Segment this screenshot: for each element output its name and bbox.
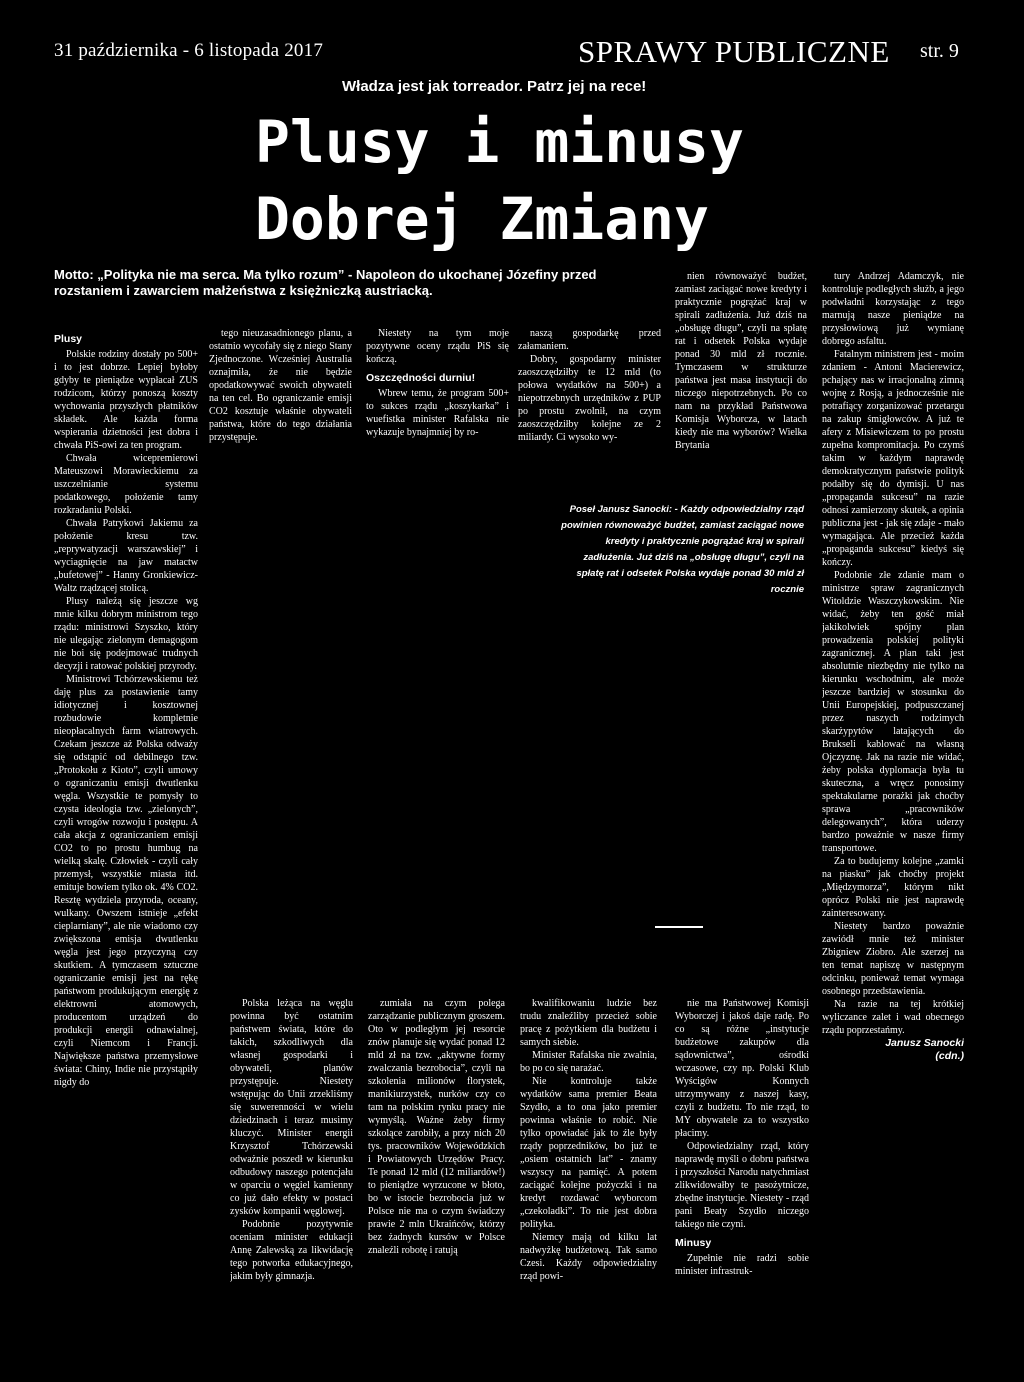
paragraph: kwalifikowaniu ludzie bez trudu znaleźliby przecież sobie pracę z pożytkiem dla budżetu i samych siebie. (520, 998, 657, 1048)
headline (255, 104, 815, 258)
paragraph: Za to budujemy kolejne „zamki na piasku” jak choćby projekt „Międzymorza”, którym nikt oprócz Polski nie jest naprawdę zainteresowany. (822, 856, 964, 919)
tagline: Władza jest jak torreador. Patrz jej na rece! (342, 78, 647, 95)
paragraph: Ministrowi Tchórzewskiemu też daję plus za postawienie tamy idiotycznej i kosztownej rozbudowie kompletnie nieopłacalnych farm wiatrowych. Czekam jeszcze aż Polska odważy się odstąpić od debilnego tzw. „Protokołu z Kioto”, czyli umowy o ograniczaniu emisji dwutlenku węgla. Wszystkie te pomysły to czysta ideologia tzw. „zielonych”, czyli wrogów rozwoju i postępu. A cała akcja z ograniczaniem emisji CO2 to po prostu humbug na wielką skalę. Człowiek - czyli cały przemysł, wszystkie miasta itd. emituje bowiem tylko ok. 4% CO2. Resztę wydziela przyroda, oceany, wulkany. Owszem istnieje „efekt cieplarniany”, ale nie wiadomo czy zwiększona emisja dwutlenku węgla jest jego przyczyną czy skutkiem. A tymczasem sztuczne ograniczanie emisji jest na rękę państwom produkującym energię z elektrowni atomowych, producentom urządzeń do produkcji energii odnawialnej, czyli Niemcom i Francji. Największe państwa przemysłowe świata: Chiny, Indie nie przystąpiły nigdy do (54, 674, 198, 1088)
paragraph: Chwała Patrykowi Jakiemu za położenie kresu tzw. „reprywatyzacji warszawskiej” i wyciagnięcie na jaw matactw „bufetowej” - Hanny Gronkiewicz-Waltz rządzącej stolicą. (54, 518, 198, 594)
paragraph: Niestety na tym moje pozytywne oceny rządu PiS się kończą. (366, 328, 509, 365)
paragraph: Wbrew temu, że program 500+ to sukces rządu „koszykarka” i wuefistka minister Rafalska nie wykazuje bynajmniej by ro- (366, 388, 509, 438)
paragraph: Na razie na tej krótkiej wyliczance zalet i wad obecnego rządu poprzestańmy. (822, 999, 964, 1036)
paragraph: nie ma Państwowej Komisji Wyborczej i jakoś daje radę. Po co są różne „instytucje budżetowe zakupów dla sądownictwa”, ośrodki wczasowe, czy np. Polski Klub Wyścigów Konnych utrzymywany z naszej kasy, czyli z budżetu. To nie rząd, to MY obywatele za to wszystko płacimy. (675, 998, 809, 1139)
paragraph: Niemcy mają od kilku lat nadwyżkę budżetową. Tak samo Czesi. Każdy odpowiedzialny rząd powi- (520, 1232, 657, 1282)
paragraph: Fatalnym ministrem jest - moim zdaniem - Antoni Macierewicz, pchający nas w irracjonalną zimną wojnę z Rosją, a jednocześnie nie potrafiący zorganizować przetargu na zakup śmigłowców. A już te afery z Misiewiczem to po prostu zupełna kompromitacja. Po czymś takim w każdym naprawdę demokratycznym państwie polityk podałby się do dymisji. U nas „propaganda sukcesu” na razie odnosi zamierzony skutek, a opinia publiczna jest - jak się zdaje - mało wymagająca. Ale przecież każda „propaganda sukcesu” kiedyś się kończy. (822, 349, 964, 568)
page-number: str. 9 (920, 40, 959, 62)
paragraph: Polskie rodziny dostały po 500+ i to jest dobrze. Lepiej byłoby gdyby te pieniądze wypłacał ZUS rodzicom, którzy ponoszą koszty wychowania przyszłych płatników składek. Ale każda forma wspierania dzietności jest dobra i chwała PiS-owi za ten program. (54, 349, 198, 451)
paragraph: naszą gospodarkę przed załamaniem. (518, 328, 661, 352)
pull-quote: Poseł Janusz Sanocki: - Każdy odpowiedzialny rząd powinien równoważyć budżet, zamiast zaciągać nowe kredyty i praktycznie pogrążać kraj w spirali zadłużenia. Już dziś na „obsługę długu”, czyli na spłatę rat i odsetek Polska wydaje ponad 30 mld zł rocznie (561, 504, 804, 595)
headline-line-2: Dobrej Zmiany (255, 185, 709, 253)
issue-date: 31 października - 6 listopada 2017 (54, 40, 324, 61)
paragraph: tury Andrzej Adamczyk, nie kontroluje podległych służb, a jego podwładni korzystając z tego marnują nasze pieniądze na przysłowiową już wymianę dobrego asfaltu. (822, 271, 964, 347)
article-column-5-top (675, 270, 807, 486)
article-column-2-top (209, 327, 352, 487)
motto: Motto: „Polityka nie ma serca. Ma tylko rozum” - Napoleon do ukochanej Józefiny przed rozstaniem i zawarciem małżeństwa z księżniczką austriacką. (54, 267, 597, 298)
paragraph: Polska leżąca na węglu powinna być ostatnim państwem świata, które do takich, szkodliwych dla własnej gospodarki i obywateli, planów przystępuje. Niestety wstępując do Unii zrzekliśmy się suwerenności w wielu dziedzinach i teraz musimy kluczyć. Minister energii Krzysztof Tchórzewski odważnie poszedł w kierunku odbudowy naszego potencjału w oparciu o węgiel kamienny co już dało efekty w postaci zysków kompanii węglowej. (230, 998, 353, 1217)
paragraph: zumiała na czym polega zarządzanie publicznym groszem. Oto w podległym jej resorcie znów planuje się wydać ponad 12 mld zł na tzw. „aktywne formy zwalczania bezrobocia”, czyli na szkolenia milionów florystek, manikiurzystek, nurków czy co tam na polskim rynku pracy nie wymyślą. Ważne żeby firmy szkolące zarobiły, a przy nich 20 tys. pracowników Wojewódzkich i Powiatowych Urzędów Pracy. Te ponad 12 mld (12 miliardów!) to pieniądze wyrzucone w błoto, bo w istocie bezrobocia już w Polsce nie ma o czym świadczy prawie 2 mln Ukraińców, którzy bez żadnych kursów w Polsce znaleźli robotę i ratują (368, 998, 505, 1256)
article-column-4-bottom (520, 997, 657, 1337)
paragraph: Dobry, gospodarny minister zaoszczędziłby te 12 mld (to połowa wydatków na 500+) a niepotrzebnych urzędników z PUP po prostu zwolnił, na czym zaoszczędziłby kolejne ze 2 miliardy. Ci wysoko wy- (518, 354, 661, 443)
section-heading-oszczednosci: Oszczędności durniu! (366, 372, 476, 384)
article-column-1 (54, 327, 198, 1337)
paragraph: Plusy należą się jeszcze wg mnie kilku dobrym ministrom tego rządu: ministrowi Szyszko, który nie ulegając zielonym demagogom nie boi się podejmować trudnych decyzji i ratować polskiej przyrody. (54, 596, 198, 672)
paragraph: tego nieuzasadnionego planu, a ostatnio wycofały się z niego Stany Zjednoczone. Wcześniej Australia oznajmiła, że nie będzie opodatkowywać swoich obywateli na ten cel. Bo ograniczanie emisji CO2 kosztuje właśnie obywateli państwa, które do tego działania przystępuje. (209, 328, 352, 443)
author-signature: Janusz Sanocki (885, 1037, 964, 1049)
paragraph: Chwała wicepremierowi Mateuszowi Morawieckiemu za uszczelnianie systemu podatkowego, położenie tamy rozkradaniu Polski. (54, 453, 198, 516)
paragraph: Podobnie pozytywnie oceniam minister edukacji Annę Zalewską za likwidację tego potworka edukacyjnego, jakim były gimnazja. (230, 1219, 353, 1282)
article-column-3-bottom (368, 997, 505, 1337)
section-heading-plusy: Plusy (54, 333, 83, 345)
divider-line (655, 926, 703, 928)
article-column-4-top (518, 327, 661, 487)
paragraph: Niestety bardzo poważnie zawiódł mnie też minister Zbigniew Ziobro. Ale szerzej na ten temat napiszę w następnym odcinku, ponieważ temat wymaga osobnego przedstawienia. (822, 921, 964, 997)
article-column-6 (822, 270, 964, 1340)
paragraph: Zupełnie nie radzi sobie minister infrastruk- (675, 1253, 809, 1277)
paragraph: Podobnie złe zdanie mam o ministrze spraw zagranicznych Witoldzie Waszczykowskim. Nie widać, żeby ten gość miał jakikolwiek spójny plan prowadzenia polskiej polityki zagranicznej. A plan taki jest absolutnie niezbędny nie tylko na kierunku wschodnim, ale może jeszcze bardziej w stosunku do Unii Europejskiej, podpuszczanej przez naszych rodzimych skarżypytów latających do Brukseli kablować na własną Ojczyznę. Jak na razie nie widać, żeby polska dyplomacja była tu skuteczna, a wręcz ponosimy spektakularne porażki jak choćby sprawa „pracowników delegowanych”, która uderzy bardzo poważnie w nasze firmy transportowe. (822, 570, 964, 854)
section-heading-minusy: Minusy (675, 1237, 712, 1249)
paragraph: Odpowiedzialny rząd, który naprawdę myśli o dobru państwa i przyszłości Narodu natychmiast zlikwidowałby te pasożytnicze, zbędne instytucje. Niestety - rząd pani Beaty Szydło niczego takiego nie czyni. (675, 1141, 809, 1230)
paragraph: Minister Rafalska nie zwalnia, bo po co się narażać. (520, 1050, 657, 1074)
article-column-5-bottom (675, 997, 809, 1337)
paragraph: nien równoważyć budżet, zamiast zaciągać nowe kredyty i praktycznie pogrążać kraj w spirali zadłużenia. Już dziś na „obsługę długu”, czyli na spłatę rat i odsetek Polska wydaje ponad 30 mld zł rocznie. Tymczasem w strukturze państwa jest masa instytucji do niczego niepotrzebnych. Po co nam na przykład Państwowa Komisja Wyborcza, w latach kiedy nie ma wyborów? Wielka Brytania (675, 271, 807, 451)
headline-line-1: Plusy i minusy (255, 108, 744, 176)
section-title: SPRAWY PUBLICZNE (578, 34, 890, 69)
article-column-2-bottom (230, 997, 353, 1337)
paragraph: Nie kontroluje także wydatków sama premier Beata Szydło, a to ona jako premier powinna właśnie to robić. Nie tylko opowiadać jak to źle były rządy poprzedników, bo już te „osiem ostatnich lat” - znamy wszyscy na pamięć. A potem zaciągać kolejne pożyczki i na kredyt rozdawać wyborcom „czekoladki”. To nie jest dobra polityka. (520, 1076, 657, 1230)
continued-note: (cdn.) (935, 1050, 964, 1062)
article-column-3-top (366, 327, 509, 487)
